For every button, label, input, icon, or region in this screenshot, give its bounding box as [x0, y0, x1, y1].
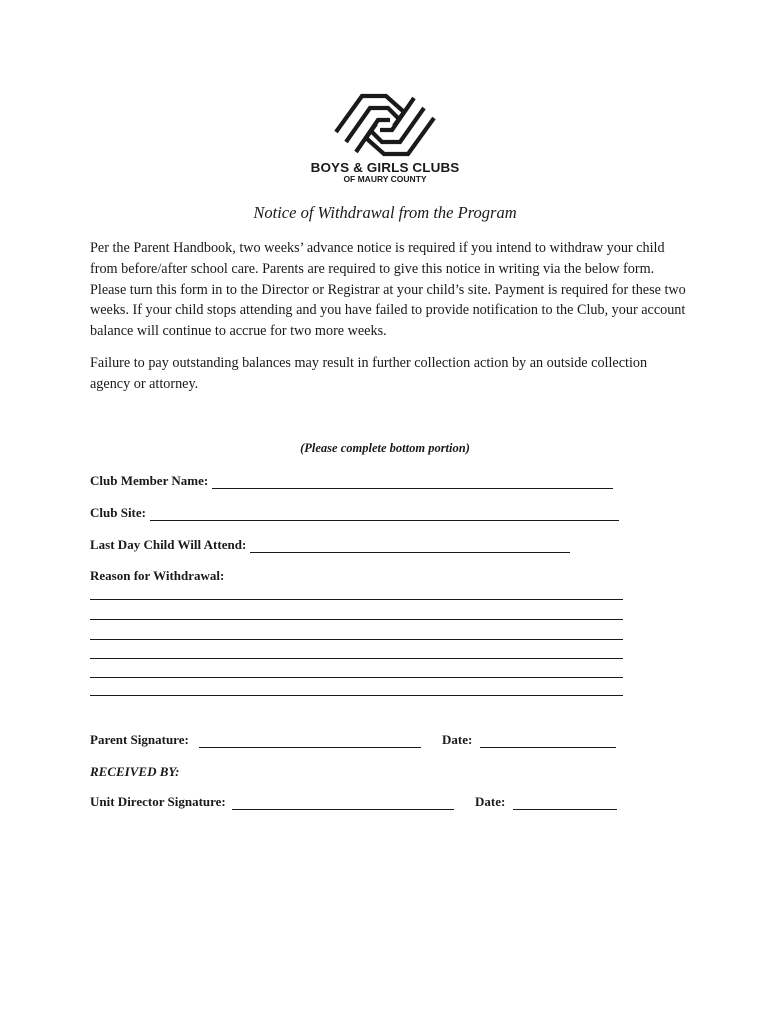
parent-signature-input[interactable] — [199, 735, 421, 748]
reason-input-line[interactable] — [90, 619, 623, 620]
organization-name: BOYS & GIRLS CLUBS — [310, 160, 460, 175]
reason-input-line[interactable] — [90, 639, 623, 640]
parent-date-label: Date: — [442, 732, 473, 747]
unit-director-signature-field — [90, 794, 454, 810]
collection-paragraph: Failure to pay outstanding balances may result in further collection action by an outside collection agency or attorney. — [90, 355, 648, 392]
last-day-label: Last Day Child Will Attend: — [90, 537, 247, 552]
reason-input-line[interactable] — [90, 695, 623, 696]
last-day-input[interactable] — [250, 540, 570, 553]
parent-signature-label: Parent Signature: — [90, 732, 189, 747]
document-title: Notice of Withdrawal from the Program — [253, 203, 517, 222]
reason-input-line[interactable] — [90, 658, 623, 659]
club-site-input[interactable] — [150, 508, 619, 521]
reason-field — [90, 568, 224, 584]
policy-paragraph: Per the Parent Handbook, two weeks’ advance notice is required if you intend to withdraw your child from before/after school care. Parents are required to give this notice in writing via the below form. Please turn this form in to the Director or Registrar at your child’s site. Payment is required for these two weeks. If your child stops attending and you have failed to provide notification to the Club, your account balance will continue to accrue for two more weeks. — [90, 240, 686, 340]
received-by-label: RECEIVED BY: — [90, 764, 180, 779]
reason-input-line[interactable] — [90, 677, 623, 678]
unit-date-input[interactable] — [513, 797, 617, 810]
unit-director-signature-label: Unit Director Signature: — [90, 794, 226, 809]
parent-date-input[interactable] — [480, 735, 616, 748]
last-day-field — [90, 537, 570, 553]
unit-date-label: Date: — [475, 794, 506, 809]
parent-signature-field — [90, 732, 421, 748]
organization-subtitle: OF MAURY COUNTY — [343, 174, 427, 184]
club-member-name-input[interactable] — [212, 476, 613, 489]
unit-date-field — [475, 794, 617, 810]
reason-label: Reason for Withdrawal: — [90, 568, 225, 583]
reason-input-line[interactable] — [90, 599, 623, 600]
club-site-label: Club Site: — [90, 505, 146, 520]
boys-girls-clubs-hands-logo-icon — [334, 92, 436, 158]
club-site-field — [90, 505, 619, 521]
form-instruction: (Please complete bottom portion) — [300, 441, 470, 455]
club-member-name-field — [90, 473, 613, 489]
club-member-name-label: Club Member Name: — [90, 473, 209, 488]
parent-date-field — [442, 732, 616, 748]
unit-director-signature-input[interactable] — [232, 797, 454, 810]
